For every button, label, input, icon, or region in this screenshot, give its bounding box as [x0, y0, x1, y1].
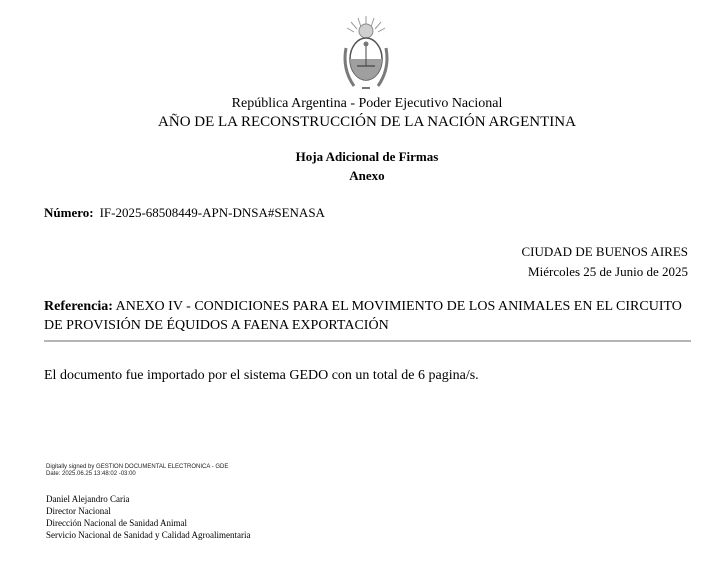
- reference-label: Referencia:: [44, 299, 113, 314]
- reference: [44, 297, 694, 335]
- document-subtitle: Anexo: [349, 168, 385, 183]
- coat-of-arms-emblem: [340, 14, 392, 94]
- import-notice: El documento fue importado por el sistema GEDO con un total de 6 pagina/s.: [44, 368, 479, 383]
- document-title: Hoja Adicional de Firmas: [295, 149, 439, 164]
- digital-signature-stamp: [46, 464, 228, 478]
- signer-block: [46, 493, 250, 541]
- signature-date: Date: 2025.06.25 13:48:02 -03:00: [46, 471, 136, 477]
- divider: [44, 340, 691, 342]
- city: CIUDAD DE BUENOS AIRES: [521, 244, 688, 259]
- document-number-value: IF-2025-68508449-APN-DNSA#SENASA: [99, 205, 325, 220]
- document-number-label: Número:: [44, 205, 94, 220]
- header-government-line: República Argentina - Poder Ejecutivo Nacional: [231, 96, 503, 111]
- signer-service: Servicio Nacional de Sanidad y Calidad Agroalimentaria: [46, 530, 251, 540]
- reference-text: ANEXO IV - CONDICIONES PARA EL MOVIMIENTO DE LOS ANIMALES EN EL CIRCUITO DE PROVISIÓN DE ÉQUIDOS A FAENA EXPORTACIÓN: [44, 299, 682, 333]
- signer-title: Director Nacional: [46, 506, 111, 516]
- header-year-motto: AÑO DE LA RECONSTRUCCIÓN DE LA NACIÓN ARGENTINA: [158, 114, 576, 130]
- signer-direction: Dirección Nacional de Sanidad Animal: [46, 518, 187, 528]
- document-number: [44, 205, 325, 221]
- signer-name: Daniel Alejandro Caria: [46, 494, 130, 504]
- document-date: Miércoles 25 de Junio de 2025: [528, 264, 688, 279]
- signature-signed-by: Digitally signed by GESTION DOCUMENTAL ELECTRONICA - GDE: [46, 464, 229, 470]
